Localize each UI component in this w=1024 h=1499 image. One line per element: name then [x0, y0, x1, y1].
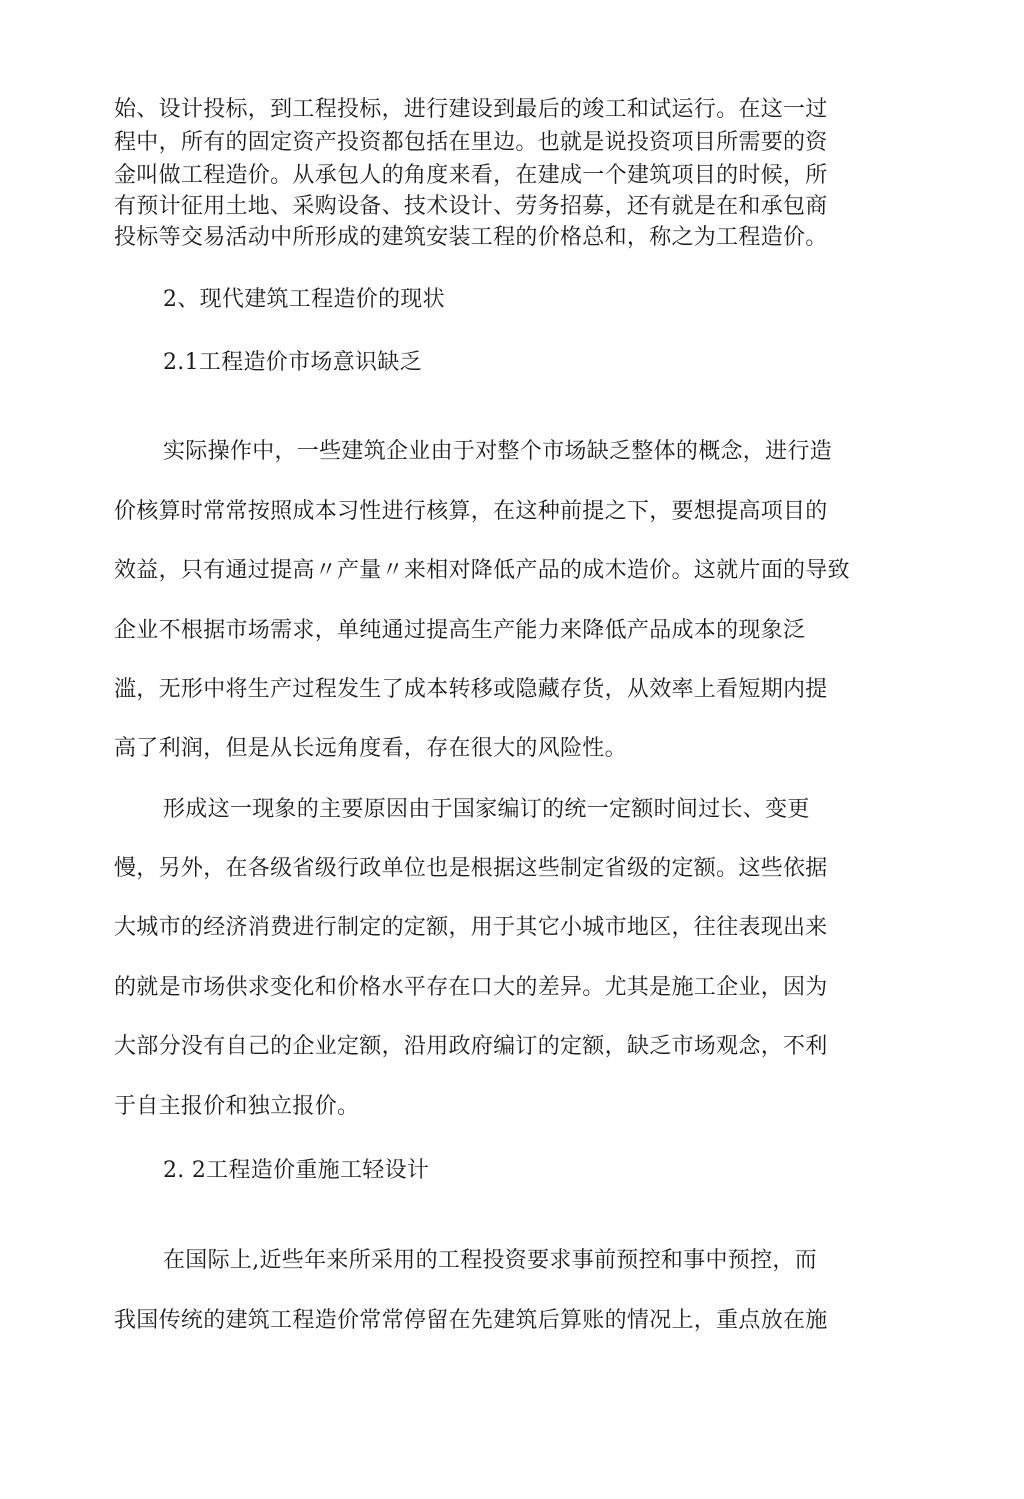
intro-line-1: 始、设计投标，到工程投标，进行建设到最后的竣工和试运行。在这一过 [114, 97, 828, 122]
intro-line-2: 程中，所有的固定资产投资都包括在里边。也就是说投资项目所需要的资 [114, 130, 828, 155]
intro-line-4: 有预计征用土地、采购设备、技术设计、劳务招募，还有就是在和承包商 [114, 194, 828, 219]
para-2-1-a-line-5: 滥，无形中将生产过程发生了成本转移或隐藏存货，从效率上看短期内提 [114, 677, 828, 702]
para-2-1-b-line-5: 大部分没有自己的企业定额，沿用政府编订的定额，缺乏市场观念，不利 [114, 1034, 828, 1059]
para-2-2-line-2: 我国传统的建筑工程造价常常停留在先建筑后算账的情况上，重点放在施 [114, 1308, 828, 1333]
para-2-1-b-line-2: 慢，另外，在各级省级行政单位也是根据这些制定省级的定额。这些依据 [114, 856, 828, 881]
section-heading-2: 2、现代建筑工程造价的现状 [163, 287, 445, 312]
para-2-1-a-line-4: 企业不根据市场需求，单纯通过提高生产能力来降低产品成本的现象泛 [114, 618, 806, 643]
section-heading-2-2: 2. 2工程造价重施工轻设计 [163, 1158, 430, 1183]
para-2-2-line-1: 在国际上,近些年来所采用的工程投资要求事前预控和事中预控，而 [163, 1248, 817, 1273]
para-2-1-a-line-2: 价核算时常常按照成本习性进行核算，在这种前提之下，要想提高项目的 [114, 499, 828, 524]
intro-line-5: 投标等交易活动中所形成的建筑安装工程的价格总和，称之为工程造价。 [114, 225, 828, 250]
para-2-1-a-line-1: 实际操作中，一些建筑企业由于对整个市场缺乏整体的概念，进行造 [163, 439, 833, 464]
para-2-1-b-line-3: 大城市的经济消费进行制定的定额，用于其它小城市地区，往往表现出来 [114, 915, 828, 940]
section-heading-2-1: 2.1工程造价市场意识缺乏 [163, 350, 422, 375]
para-2-1-b-line-1: 形成这一现象的主要原因由于国家编订的统一定额时间过长、变更 [163, 797, 810, 822]
intro-line-3: 金叫做工程造价。从承包人的角度来看，在建成一个建筑项目的时候，所 [114, 163, 828, 188]
para-2-1-a-line-3: 效益，只有通过提高〃产量〃来相对降低产品的成木造价。这就片面的导致 [114, 558, 850, 583]
para-2-1-b-line-6: 于自主报价和独立报价。 [114, 1094, 360, 1119]
para-2-1-a-line-6: 高了利润，但是从长远角度看，存在很大的风险性。 [114, 736, 627, 761]
para-2-1-b-line-4: 的就是市场供求变化和价格水平存在口大的差异。尤其是施工企业，因为 [114, 975, 828, 1000]
